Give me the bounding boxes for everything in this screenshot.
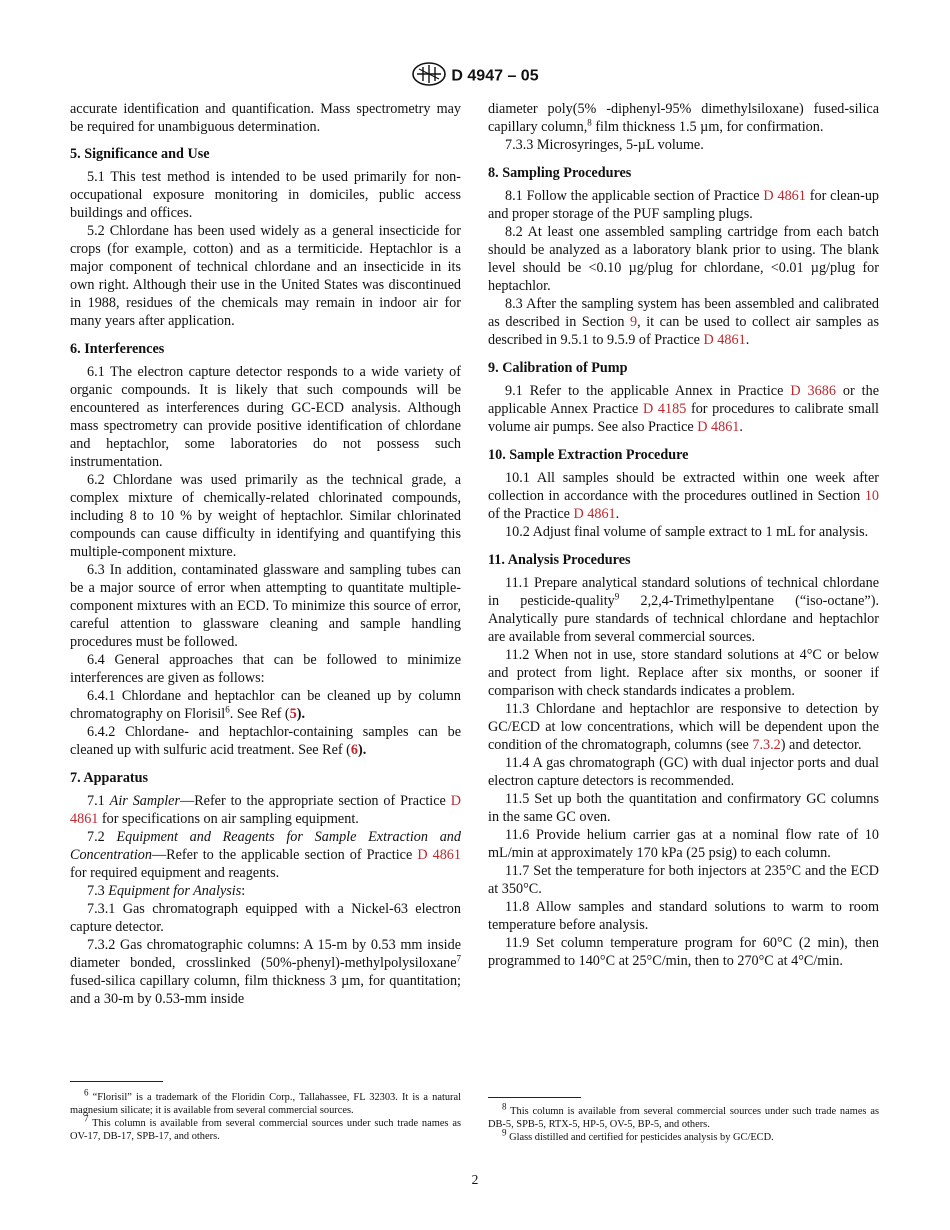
text: film thickness 1.5 µm, for confirmation. xyxy=(591,119,824,135)
text: diameter poly(5% -diphenyl-95% dimethylsiloxane) fused-silica capillary column, xyxy=(488,101,879,135)
text: ) and detector. xyxy=(780,737,862,753)
footnote-number: 6 xyxy=(84,1087,89,1098)
paragraph: 10.2 Adjust final volume of sample extract to 1 mL for analysis. xyxy=(505,524,869,540)
paragraph: 11.2 When not in use, store standard solutions at 4°C or below and protect from light. Replace after six months, or sooner if comparison with check standards indicates a problem. xyxy=(488,647,879,699)
paragraph: 7.3.1 Gas chromatograph equipped with a Nickel-63 electron capture detector. xyxy=(70,901,461,935)
text: for clean-up and proper storage of the PUF sampling plugs. xyxy=(488,188,880,222)
section-heading: 5. Significance and Use xyxy=(70,146,210,162)
footnote-number: 7 xyxy=(84,1113,89,1124)
text: 6.4.2 Chlordane- and heptachlor-containing samples can be cleaned up with sulfuric acid treatment. See Ref ( xyxy=(70,724,461,758)
text: for required equipment and reagents. xyxy=(70,865,280,881)
paragraph xyxy=(488,295,879,349)
paragraph xyxy=(70,936,461,1008)
practice-link[interactable]: D 4861 xyxy=(573,506,616,522)
paragraph: 6.4 General approaches that can be followed to minimize interferences are given as follows: xyxy=(70,652,461,686)
text: ). xyxy=(296,706,306,722)
paragraph xyxy=(488,187,879,223)
paragraph: accurate identification and quantification. Mass spectrometry may be required for unambiguous determination. xyxy=(70,101,461,135)
text: fused-silica capillary column, film thickness 3 µm, for quantitation; and a 30-m by 0.53-mm inside xyxy=(70,973,461,1007)
text: for procedures to calibrate small volume air pumps. See also Practice xyxy=(488,401,880,435)
footnote xyxy=(70,1113,461,1143)
paragraph: 11.4 A gas chromatograph (GC) with dual injector ports and dual electron capture detectors is recommended. xyxy=(488,755,879,789)
text: “Florisil” is a trademark of the Floridin Corp., Tallahassee, FL 32303. It is a natural magnesium silicate; it is available from several commercial sources. xyxy=(70,1092,461,1116)
section-link[interactable]: 7.3.2 xyxy=(752,737,781,753)
text: This column is available from several commercial sources under such trade names as OV-17, DB-17, SPB-17, and others. xyxy=(70,1118,461,1142)
section-heading: 7. Apparatus xyxy=(70,770,149,786)
paragraph xyxy=(488,574,879,646)
paragraph xyxy=(70,723,461,759)
text: or the applicable Annex Practice xyxy=(488,383,880,417)
footnote xyxy=(70,1087,461,1117)
footnote-number: 8 xyxy=(502,1101,507,1112)
text: 11.1 Prepare analytical standard solutions of technical chlordane in pesticide-quality xyxy=(488,575,879,609)
practice-link[interactable]: D 3686 xyxy=(790,383,836,399)
section-heading: 6. Interferences xyxy=(70,341,165,357)
paragraph: 8.2 At least one assembled sampling cartridge from each batch should be analyzed as a laboratory blank prior to using. The blank level should be <0.10 µg/plug for chlordane, <0.01 µg/plug for heptachlor. xyxy=(488,224,879,294)
paragraph: 6.3 In addition, contaminated glassware and sampling tubes can be a major source of error when attempting to quantitate multiple-component mixtures with an ECD. To minimize this source of error, careful attention to glassware cleaning and sample handling procedures must be followed. xyxy=(70,562,461,650)
paragraph xyxy=(488,382,879,436)
section-link[interactable]: 10 xyxy=(864,488,879,504)
practice-link[interactable]: D 4861 xyxy=(763,188,806,204)
footnote xyxy=(488,1101,879,1131)
text: 2,2,4-Trimethylpentane (“iso-octane”). Analytically pure standards of technical chlordane and heptachlor are available from several commercial sources. xyxy=(488,593,879,645)
text: . xyxy=(739,419,743,435)
practice-link[interactable]: D 4861 xyxy=(417,847,461,863)
paragraph xyxy=(488,469,879,523)
text: for specifications on air sampling equipment. xyxy=(98,811,359,827)
text: 7.3 xyxy=(87,883,109,899)
section-link[interactable]: 9 xyxy=(630,314,638,330)
paragraph xyxy=(488,700,879,754)
text: Glass distilled and certified for pesticides analysis by GC/ECD. xyxy=(506,1132,774,1143)
page-header xyxy=(0,62,950,91)
footnotes-left xyxy=(70,1087,461,1143)
paragraph xyxy=(70,687,461,723)
left-column xyxy=(70,100,461,1008)
text: 9.1 Refer to the applicable Annex in Practice xyxy=(505,383,791,399)
paragraph xyxy=(70,792,461,828)
document-designation: D 4947 – 05 xyxy=(451,67,539,85)
text: This column is available from several commercial sources under such trade names as DB-5, SPB-5, RTX-5, HP-5, OV-5, BP-5, and others. xyxy=(488,1106,879,1130)
italic-term: Equipment for Analysis xyxy=(108,883,242,899)
page-number: 2 xyxy=(471,1172,479,1187)
paragraph: 7.3.3 Microsyringes, 5-µL volume. xyxy=(505,137,704,153)
text: 8.1 Follow the applicable section of Practice xyxy=(505,188,764,204)
text: ). xyxy=(357,742,367,758)
text: —Refer to the applicable section of Practice xyxy=(151,847,418,863)
paragraph: 11.5 Set up both the quantitation and confirmatory GC columns in the same GC oven. xyxy=(488,791,879,825)
paragraph: 6.2 Chlordane was used primarily as the technical grade, a complex mixture of chemically-related chlorinated compounds, including 8 to 10 % by weight of heptachlor. Similar chlorinated compounds can cause difficulty in identifying and quantifying this multiple-component mixture. xyxy=(70,472,461,560)
paragraph: 5.1 This test method is intended to be used primarily for non-occupational exposure monitoring in domiciles, public access buildings and offices. xyxy=(70,169,461,221)
paragraph xyxy=(488,100,879,136)
text: 7.3.2 Gas chromatographic columns: A 15-m by 0.53 mm inside diameter bonded, crosslinked (50%-phenyl)-methylpolysiloxane xyxy=(70,937,461,971)
footnote-ref[interactable]: 9 xyxy=(614,591,620,602)
paragraph xyxy=(70,882,461,900)
text: of the Practice xyxy=(488,506,574,522)
text: , it can be used to collect air samples as described in 9.5.1 to 9.5.9 of Practice xyxy=(488,314,879,348)
italic-term: Air Sampler xyxy=(109,793,180,809)
reference-link[interactable]: 6 xyxy=(350,742,358,758)
text: . xyxy=(745,332,750,348)
text: 7.2 xyxy=(87,829,117,845)
practice-link[interactable]: D 4861 xyxy=(70,793,462,827)
text: 8.3 After the sampling system has been assembled and calibrated as described in Section xyxy=(488,296,879,330)
footnote-number: 9 xyxy=(502,1127,507,1138)
reference-link[interactable]: 5 xyxy=(289,706,297,722)
footnote-divider xyxy=(70,1081,163,1082)
section-heading: 8. Sampling Procedures xyxy=(488,165,632,181)
practice-link[interactable]: D 4861 xyxy=(703,332,746,348)
text: : xyxy=(241,883,246,899)
paragraph: 11.7 Set the temperature for both injectors at 235°C and the ECD at 350°C. xyxy=(488,863,879,897)
footnote xyxy=(488,1127,879,1144)
footnote-divider xyxy=(488,1097,581,1098)
right-column xyxy=(488,100,879,970)
italic-term: Equipment and Reagents for Sample Extraction and Concentration xyxy=(70,829,461,863)
paragraph: 5.2 Chlordane has been used widely as a general insecticide for crops (for example, cotton) and as a termiticide. Heptachlor is a major component of technical chlordane and an insecticide in its own right. Although their use in the United States was discontinued in 1988, residues of the chemicals may remain in indoor air for many years after application. xyxy=(70,223,461,329)
text: 6.4.1 Chlordane and heptachlor can be cleaned up by column chromatography on Florisil xyxy=(70,688,461,722)
paragraph xyxy=(70,828,461,882)
practice-link[interactable]: D 4861 xyxy=(697,419,740,435)
text: 7.1 xyxy=(87,793,110,809)
text: . See Ref ( xyxy=(229,706,290,722)
text: 10.1 All samples should be extracted within one week after collection in accordance with the procedures outlined in Section xyxy=(488,470,879,504)
section-heading: 11. Analysis Procedures xyxy=(488,552,631,568)
section-heading: 9. Calibration of Pump xyxy=(488,360,628,376)
paragraph: 11.9 Set column temperature program for 60°C (2 min), then programmed to 140°C at 25°C/min, then to 270°C at 4°C/min. xyxy=(488,935,879,969)
text: 11.3 Chlordane and heptachlor are responsive to detection by GC/ECD at low concentrations, which will be dependent upon the condition of the chromatograph, columns (see xyxy=(488,701,879,753)
astm-logo-icon xyxy=(411,62,447,91)
footnote-ref[interactable]: 7 xyxy=(456,953,461,964)
footnote-ref[interactable]: 6 xyxy=(225,704,230,715)
paragraph: 11.6 Provide helium carrier gas at a nominal flow rate of 10 mL/min at approximately 170 kPa (25 psig) to each column. xyxy=(488,827,879,861)
paragraph: 6.1 The electron capture detector responds to a wide variety of organic compounds. It is likely that such compounds will be encountered as interferences during GC-ECD analysis. Although mass spectrometry can provide positive identification of chlordane and heptachlor, some laboratories do not possess such instrumentation. xyxy=(70,364,461,470)
footnotes-right xyxy=(488,1101,879,1144)
section-heading: 10. Sample Extraction Procedure xyxy=(488,447,689,463)
practice-link[interactable]: D 4185 xyxy=(643,401,687,417)
paragraph: 11.8 Allow samples and standard solutions to warm to room temperature before analysis. xyxy=(488,899,879,933)
footnote-ref[interactable]: 8 xyxy=(587,117,592,128)
text: —Refer to the appropriate section of Practice xyxy=(180,793,451,809)
text: . xyxy=(615,506,620,522)
